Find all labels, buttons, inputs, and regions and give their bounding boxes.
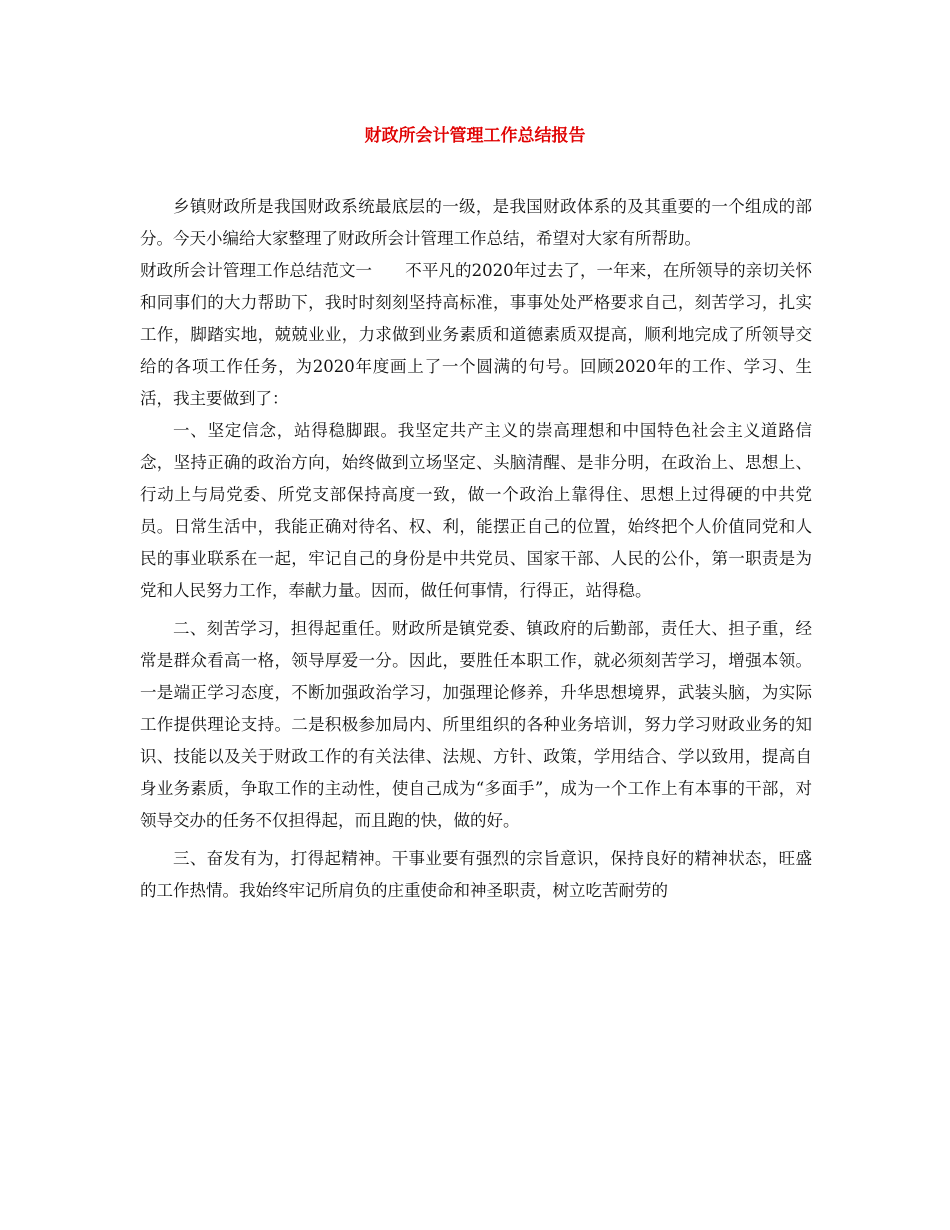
paragraph-intro: 乡镇财政所是我国财政系统最底层的一级，是我国财政体系的及其重要的一个组成的部分。今天小编给大家整理了财政所会计管理工作总结，希望对大家有所帮助。 — [140, 197, 812, 248]
document-body — [140, 191, 812, 907]
document-title: 财政所会计管理工作总结报告 — [364, 126, 586, 146]
paragraph-section-two: 二、刻苦学习，担得起重任。财政所是镇党委、镇政府的后勤部，责任大、担子重，经常是群众看高一格，领导厚爱一分。因此，要胜任本职工作，就必须刻苦学习，增强本领。一是端正学习态度，不断加强政治学习，加强理论修养，升华思想境界，武装头脑，为实际工作提供理论支持。二是积极参加局内、所里组织的各种业务培训，努力学习财政业务的知识、技能以及关于财政工作的有关法律、法规、方针、政策，学用结合、学以致用，提高自身业务素质，争取工作的主动性，使自己成为“多面手”，成为一个工作上有本事的干部，对领导交办的任务不仅担得起，而且跑的快，做的好。 — [140, 619, 812, 830]
paragraph-section-three: 三、奋发有为，打得起精神。干事业要有强烈的宗旨意识，保持良好的精神状态，旺盛的工作热情。我始终牢记所肩负的庄重使命和神圣职责，树立吃苦耐劳的 — [140, 849, 812, 900]
paragraph-section-one: 一、坚定信念，站得稳脚跟。我坚定共产主义的崇高理想和中国特色社会主义道路信念，坚持正确的政治方向，始终做到立场坚定、头脑清醒、是非分明，在政治上、思想上、行动上与局党委、所党支部保持高度一致，做一个政治上靠得住、思想上过得硬的中共党员。日常生活中，我能正确对待名、权、利，能摆正自己的位置，始终把个人价值同党和人民的事业联系在一起，牢记自己的身份是中共党员、国家干部、人民的公仆，第一职责是为党和人民努力工作，奉献力量。因而，做任何事情，行得正，站得稳。 — [140, 421, 812, 600]
paragraph-sample-one: 财政所会计管理工作总结范文一 不平凡的2020年过去了，一年来，在所领导的亲切关怀和同事们的大力帮助下，我时时刻刻坚持高标准，事事处处严格要求自己，刻苦学习，扎实工作，脚踏实地，兢兢业业，力求做到业务素质和道德素质双提高，顺利地完成了所领导交给的各项工作任务，为2020年度画上了一个圆满的句号。回顾2020年的工作、学习、生活，我主要做到了： — [140, 261, 812, 408]
